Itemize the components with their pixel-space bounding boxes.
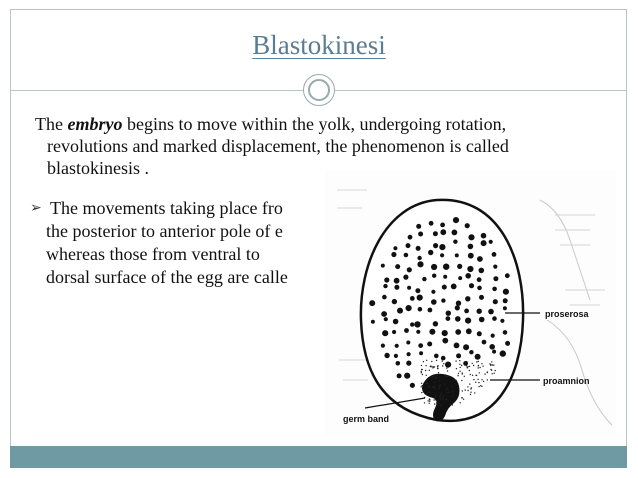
stipple-dot <box>435 377 436 378</box>
stipple-dot <box>429 403 430 404</box>
yolk-dot <box>489 240 493 244</box>
stipple-dot <box>430 365 431 366</box>
yolk-dot <box>463 344 469 350</box>
stipple-dot <box>455 360 456 361</box>
slide-title: Blastokinesi <box>252 30 386 60</box>
stipple-dot <box>495 370 496 371</box>
yolk-dot <box>407 352 411 356</box>
yolk-dot <box>431 290 435 294</box>
stipple-dot <box>490 364 491 365</box>
yolk-dot <box>503 289 509 295</box>
stipple-dot <box>439 388 440 389</box>
stipple-dot <box>478 365 479 366</box>
stipple-dot <box>467 390 468 391</box>
stipple-dot <box>451 396 452 397</box>
yolk-dot <box>369 300 375 306</box>
yolk-dot <box>481 233 487 239</box>
yolk-dot <box>453 217 459 223</box>
stipple-dot <box>466 365 467 366</box>
yolk-dot <box>392 299 397 304</box>
stipple-dot <box>422 374 423 375</box>
yolk-dot <box>468 253 474 259</box>
stipple-dot <box>465 389 466 390</box>
stipple-dot <box>431 361 432 362</box>
stipple-dot <box>425 370 426 371</box>
yolk-dot <box>456 301 461 306</box>
yolk-dot <box>404 328 409 333</box>
yolk-dot <box>443 264 449 270</box>
yolk-dot <box>493 299 498 304</box>
yolk-dot <box>441 298 445 302</box>
stipple-dot <box>462 397 463 398</box>
yolk-dot <box>381 311 387 317</box>
stipple-dot <box>470 394 471 395</box>
yolk-dot <box>469 350 473 354</box>
stipple-dot <box>481 379 482 380</box>
ring-ornament-icon <box>303 74 335 106</box>
stipple-dot <box>433 399 434 400</box>
stipple-dot <box>445 376 446 377</box>
yolk-dot <box>467 266 473 272</box>
stipple-dot <box>428 400 429 401</box>
yolk-dot <box>492 350 496 354</box>
yolk-dot <box>500 319 504 323</box>
stipple-dot <box>473 365 474 366</box>
bullet-line-1: The movements taking place fro <box>50 198 283 218</box>
label-proamnion: proamnion <box>543 376 590 386</box>
yolk-dot <box>403 275 408 280</box>
stipple-dot <box>438 386 439 387</box>
stipple-dot <box>429 401 430 402</box>
stipple-dot <box>478 361 479 362</box>
stipple-dot <box>463 399 464 400</box>
stipple-dot <box>434 388 435 389</box>
yolk-dot <box>440 223 445 228</box>
stipple-dot <box>443 395 444 396</box>
yolk-dot <box>416 246 421 251</box>
yolk-dot <box>440 229 446 235</box>
yolk-dot <box>443 275 447 279</box>
yolk-dot <box>404 373 410 379</box>
yolk-dot <box>417 256 421 260</box>
stipple-dot <box>459 364 460 365</box>
yolk-dot <box>503 298 508 303</box>
stipple-dot <box>446 367 447 368</box>
yolk-dot <box>416 224 421 229</box>
yolk-dot <box>491 334 495 338</box>
yolk-dot <box>469 283 474 288</box>
stipple-dot <box>434 403 435 404</box>
yolk-dot <box>392 330 396 334</box>
stipple-dot <box>437 375 438 376</box>
stipple-dot <box>494 373 495 374</box>
yolk-dot <box>433 231 438 236</box>
stipple-dot <box>491 361 492 362</box>
stipple-dot <box>435 399 436 400</box>
yolk-dot <box>395 344 399 348</box>
stipple-dot <box>487 372 488 373</box>
stipple-dot <box>457 375 458 376</box>
stipple-dot <box>458 373 459 374</box>
yolk-dot <box>442 338 448 344</box>
stipple-dot <box>471 387 472 388</box>
bullet-line-4: dorsal surface of the egg are calle <box>46 267 288 287</box>
yolk-dot <box>431 299 437 305</box>
yolk-dot <box>417 295 423 301</box>
stipple-dot <box>422 385 423 386</box>
yolk-dot <box>475 354 481 360</box>
stipple-dot <box>469 370 470 371</box>
stipple-dot <box>429 370 430 371</box>
yolk-dot <box>410 322 414 326</box>
yolk-dot <box>428 308 433 313</box>
stipple-dot <box>425 365 426 366</box>
yolk-dot <box>465 273 471 279</box>
stipple-dot <box>452 386 453 387</box>
yolk-dot <box>416 330 420 334</box>
yolk-dot <box>433 321 438 326</box>
stipple-dot <box>442 365 443 366</box>
stipple-dot <box>467 367 468 368</box>
stipple-dot <box>480 385 481 386</box>
stipple-dot <box>432 366 433 367</box>
stipple-dot <box>434 386 435 387</box>
stipple-dot <box>438 403 439 404</box>
stipple-dot <box>421 392 422 393</box>
stipple-dot <box>481 386 482 387</box>
stipple-dot <box>448 400 449 401</box>
yolk-dot <box>384 353 389 358</box>
stipple-dot <box>472 375 473 376</box>
stipple-dot <box>440 405 441 406</box>
intro-line-3: blastokinesis . <box>47 158 149 178</box>
yolk-dot <box>407 267 412 272</box>
stipple-dot <box>421 383 422 384</box>
yolk-dot <box>383 284 387 288</box>
yolk-dot <box>455 253 459 257</box>
stipple-dot <box>447 376 448 377</box>
stipple-dot <box>440 394 441 395</box>
stipple-dot <box>428 386 429 387</box>
yolk-dot <box>404 253 409 258</box>
yolk-dot <box>418 307 423 312</box>
yolk-dot <box>503 306 507 310</box>
stipple-dot <box>475 382 476 383</box>
yolk-dot <box>406 341 410 345</box>
yolk-dot <box>479 295 484 300</box>
yolk-dot <box>393 246 397 250</box>
yolk-dot <box>410 383 415 388</box>
yolk-dot <box>465 296 470 301</box>
stipple-dot <box>426 383 427 384</box>
yolk-dot <box>493 276 498 281</box>
yolk-dot <box>431 264 437 270</box>
yolk-dot <box>440 253 444 257</box>
stipple-dot <box>421 372 422 373</box>
yolk-dot <box>418 343 423 348</box>
yolk-dot <box>371 320 375 324</box>
footer-bar <box>10 446 627 468</box>
stipple-dot <box>434 382 435 383</box>
yolk-dot <box>394 354 398 358</box>
yolk-dot <box>477 277 482 282</box>
yolk-dot <box>391 252 396 257</box>
yolk-dot <box>415 288 420 293</box>
stipple-dot <box>434 366 435 367</box>
yolk-dot <box>407 286 411 290</box>
stipple-dot <box>464 376 465 377</box>
stipple-dot <box>437 366 438 367</box>
yolk-dot <box>489 344 495 350</box>
stipple-dot <box>456 368 457 369</box>
yolk-dot <box>479 317 485 323</box>
yolk-dot <box>422 277 426 281</box>
stipple-dot <box>438 372 439 373</box>
yolk-dot <box>455 316 461 322</box>
yolk-dot <box>492 287 497 292</box>
yolk-dot <box>393 319 399 325</box>
stipple-dot <box>449 404 450 405</box>
yolk-dot <box>464 309 469 314</box>
yolk-dot <box>445 362 451 368</box>
stipple-dot <box>493 364 494 365</box>
stipple-dot <box>427 383 428 384</box>
yolk-dot <box>442 285 447 290</box>
yolk-dot <box>417 261 423 267</box>
yolk-dot <box>446 316 451 321</box>
yolk-dot <box>466 328 472 334</box>
yolk-dot <box>384 277 389 282</box>
stipple-dot <box>473 379 474 380</box>
yolk-dot <box>414 321 420 327</box>
stipple-dot <box>423 361 424 362</box>
bullet-line-3: whereas those from ventral to <box>46 244 260 264</box>
stipple-dot <box>462 390 463 391</box>
stipple-dot <box>459 360 460 361</box>
stipple-dot <box>452 394 453 395</box>
yolk-dot <box>505 341 510 346</box>
yolk-dot <box>441 356 446 361</box>
stipple-dot <box>460 367 461 368</box>
stipple-dot <box>481 363 482 364</box>
stipple-dot <box>436 402 437 403</box>
stipple-dot <box>467 386 468 387</box>
stipple-dot <box>426 375 427 376</box>
yolk-dot <box>457 264 462 269</box>
stipple-dot <box>429 398 430 399</box>
stipple-dot <box>436 404 437 405</box>
stipple-dot <box>445 399 446 400</box>
label-germ-band: germ band <box>343 414 390 424</box>
stipple-dot <box>461 365 462 366</box>
stipple-dot <box>436 360 437 361</box>
yolk-dot <box>408 235 413 240</box>
stipple-dot <box>474 392 475 393</box>
yolk-dot <box>446 311 451 316</box>
stipple-dot <box>452 391 453 392</box>
yolk-dot <box>465 318 471 324</box>
yolk-dot <box>492 316 497 321</box>
yolk-dot <box>429 329 435 335</box>
yolk-dot <box>428 250 433 255</box>
embryo-emphasis: embryo <box>67 114 123 134</box>
yolk-dot <box>406 361 411 366</box>
yolk-dot <box>429 221 434 226</box>
yolk-dot <box>381 344 385 348</box>
yolk-dot <box>455 329 461 335</box>
stipple-dot <box>492 373 493 374</box>
stipple-dot <box>483 381 484 382</box>
stipple-dot <box>460 402 461 403</box>
bullet-arrow-icon: ➢ <box>30 201 42 216</box>
yolk-dot <box>488 309 494 315</box>
yolk-dot <box>479 268 485 274</box>
yolk-dot <box>397 308 403 314</box>
yolk-dot <box>382 295 387 300</box>
stipple-dot <box>442 397 443 398</box>
stipple-dot <box>432 367 433 368</box>
yolk-dot <box>397 373 402 378</box>
intro-line-1: The embryo begins to move within the yolk, undergoing rotation, <box>35 114 507 134</box>
stipple-dot <box>441 392 442 393</box>
stipple-dot <box>491 370 492 371</box>
stipple-dot <box>439 380 440 381</box>
yolk-dot <box>439 244 445 250</box>
stipple-dot <box>456 380 457 381</box>
stipple-dot <box>461 380 462 381</box>
yolk-dot <box>452 230 458 236</box>
yolk-dot <box>406 243 411 248</box>
yolk-dot <box>406 305 412 311</box>
stipple-dot <box>466 361 467 362</box>
stipple-dot <box>437 368 438 369</box>
intro-line-2: revolutions and marked displacement, the phenomenon is called <box>47 136 509 156</box>
egg-diagram-figure <box>325 170 616 435</box>
stipple-dot <box>470 374 471 375</box>
yolk-dot <box>458 276 462 280</box>
yolk-dot <box>381 264 385 268</box>
stipple-dot <box>447 370 448 371</box>
yolk-dot <box>384 317 388 321</box>
stipple-dot <box>475 375 476 376</box>
stipple-dot <box>421 386 422 387</box>
yolk-dot <box>500 350 506 356</box>
stipple-dot <box>432 376 433 377</box>
yolk-dot <box>477 256 483 262</box>
yolk-dot <box>433 243 438 248</box>
stipple-dot <box>429 392 430 393</box>
yolk-dot <box>427 342 432 347</box>
yolk-dot <box>455 305 460 310</box>
bullet-item <box>30 197 330 307</box>
yolk-dot <box>456 353 461 358</box>
stipple-dot <box>439 396 440 397</box>
stipple-dot <box>421 369 422 370</box>
yolk-dot <box>451 284 457 290</box>
yolk-dot <box>477 309 482 314</box>
stipple-dot <box>462 373 463 374</box>
stipple-dot <box>478 382 479 383</box>
stipple-dot <box>479 372 480 373</box>
yolk-dot <box>442 330 448 336</box>
yolk-dot <box>394 285 399 290</box>
stipple-dot <box>421 365 422 366</box>
yolk-dot <box>382 330 388 336</box>
stipple-dot <box>446 388 447 389</box>
stipple-dot <box>470 392 471 393</box>
stipple-dot <box>472 363 473 364</box>
yolk-dot <box>481 240 487 246</box>
yolk-dot <box>477 286 482 291</box>
stipple-dot <box>442 360 443 361</box>
label-proserosa: proserosa <box>545 309 589 319</box>
yolk-dot <box>482 340 487 345</box>
yolk-dot <box>465 223 470 228</box>
yolk-dot <box>394 278 400 284</box>
stipple-dot <box>478 367 479 368</box>
stipple-dot <box>432 386 433 387</box>
stipple-dot <box>478 386 479 387</box>
yolk-dot <box>503 330 508 335</box>
stipple-dot <box>443 399 444 400</box>
yolk-dot <box>434 354 439 359</box>
stipple-dot <box>443 363 444 364</box>
stipple-dot <box>482 366 483 367</box>
stipple-dot <box>421 371 422 372</box>
stipple-dot <box>435 395 436 396</box>
stipple-dot <box>448 392 449 393</box>
stipple-dot <box>452 404 453 405</box>
yolk-dot <box>432 274 436 278</box>
yolk-dot <box>468 234 474 240</box>
stipple-dot <box>439 385 440 386</box>
stipple-dot <box>487 379 488 380</box>
yolk-dot <box>396 361 401 366</box>
stipple-dot <box>469 366 470 367</box>
bullet-line-2: the posterior to anterior pole of e <box>46 221 283 241</box>
stipple-dot <box>476 361 477 362</box>
yolk-dot <box>454 343 460 349</box>
stipple-dot <box>424 402 425 403</box>
stipple-dot <box>444 383 445 384</box>
stipple-dot <box>492 364 493 365</box>
stipple-dot <box>484 373 485 374</box>
yolk-dot <box>468 244 474 250</box>
yolk-dot <box>418 232 423 237</box>
yolk-dot <box>453 240 457 244</box>
stipple-dot <box>469 383 470 384</box>
stipple-dot <box>426 360 427 361</box>
yolk-dot <box>395 264 400 269</box>
stipple-dot <box>459 371 460 372</box>
yolk-dot <box>419 351 423 355</box>
yolk-dot <box>492 252 497 257</box>
yolk-dot <box>493 265 497 269</box>
stipple-dot <box>477 379 478 380</box>
stipple-dot <box>447 392 448 393</box>
stipple-dot <box>440 398 441 399</box>
stipple-dot <box>447 389 448 390</box>
stipple-dot <box>479 367 480 368</box>
yolk-dot <box>505 273 510 278</box>
yolk-dot <box>477 331 482 336</box>
yolk-dot <box>410 296 415 301</box>
egg-diagram <box>325 170 616 435</box>
